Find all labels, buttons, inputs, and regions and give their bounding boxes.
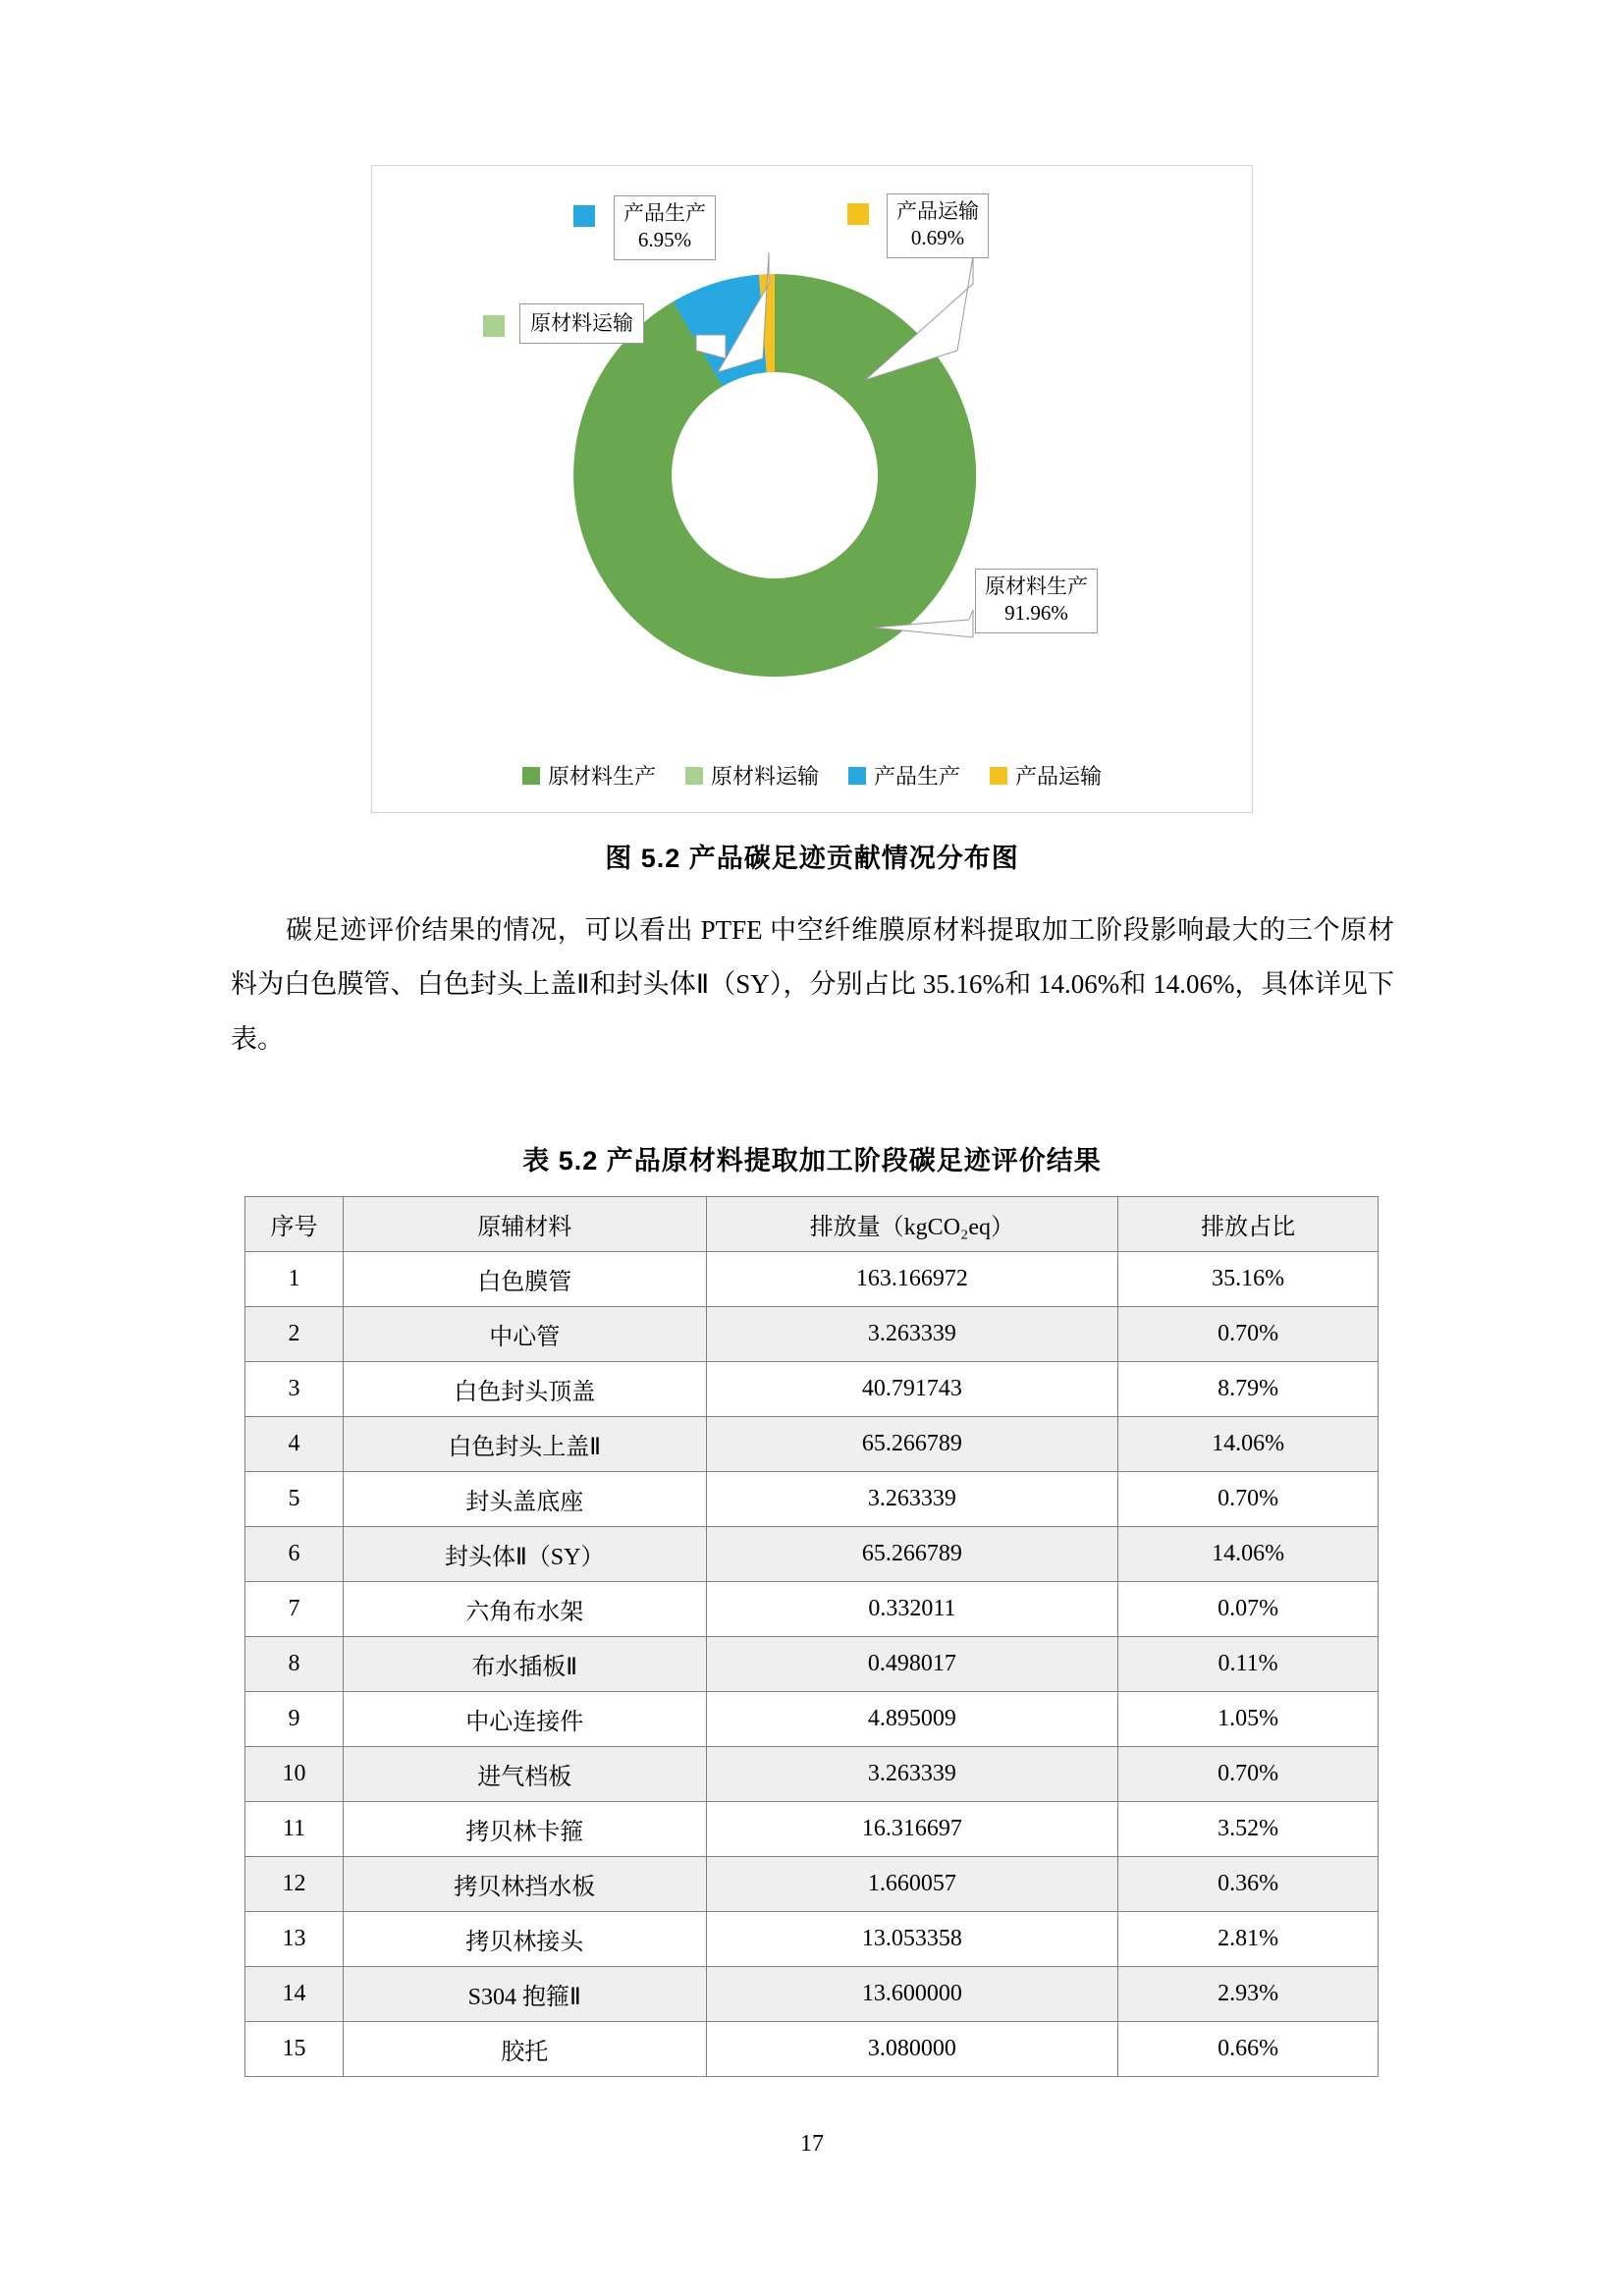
column-header-index: 序号 <box>245 1197 344 1252</box>
cell-share: 0.70% <box>1118 1747 1379 1802</box>
cell-index: 15 <box>245 2022 344 2077</box>
cell-share: 0.07% <box>1118 1582 1379 1637</box>
cell-emission: 13.600000 <box>706 1967 1118 2022</box>
cell-material: 封头盖底座 <box>343 1472 706 1527</box>
cell-index: 7 <box>245 1582 344 1637</box>
callout-marker-raw-transport <box>483 315 505 337</box>
cell-emission: 1.660057 <box>706 1857 1118 1912</box>
cell-index: 13 <box>245 1912 344 1967</box>
table-row <box>245 1857 1379 1912</box>
emission-results-table <box>244 1196 1379 2077</box>
legend-swatch-icon <box>522 767 540 785</box>
cell-material: 白色封头上盖Ⅱ <box>343 1417 706 1472</box>
cell-share: 1.05% <box>1118 1692 1379 1747</box>
cell-index: 2 <box>245 1307 344 1362</box>
cell-material: 封头体Ⅱ（SY） <box>343 1527 706 1582</box>
cell-emission: 16.316697 <box>706 1802 1118 1857</box>
cell-material: 拷贝林接头 <box>343 1912 706 1967</box>
cell-emission: 0.498017 <box>706 1637 1118 1692</box>
legend-label: 原材料运输 <box>710 764 819 789</box>
cell-share: 3.52% <box>1118 1802 1379 1857</box>
column-header-share: 排放占比 <box>1118 1197 1379 1252</box>
cell-share: 14.06% <box>1118 1527 1379 1582</box>
table-header-row <box>245 1197 1379 1252</box>
cell-index: 11 <box>245 1802 344 1857</box>
chart-legend <box>372 760 1252 791</box>
cell-index: 8 <box>245 1637 344 1692</box>
cell-material: 进气档板 <box>343 1747 706 1802</box>
column-header-material: 原辅材料 <box>343 1197 706 1252</box>
legend-item-raw-transport <box>685 760 819 791</box>
doughnut-chart <box>372 166 1252 812</box>
cell-emission: 4.895009 <box>706 1692 1118 1747</box>
cell-emission: 3.080000 <box>706 2022 1118 2077</box>
legend-label: 原材料生产 <box>547 764 656 789</box>
cell-index: 4 <box>245 1417 344 1472</box>
table-row <box>245 1472 1379 1527</box>
cell-emission: 40.791743 <box>706 1362 1118 1417</box>
cell-share: 0.70% <box>1118 1472 1379 1527</box>
table-row <box>245 1967 1379 2022</box>
cell-material: 布水插板Ⅱ <box>343 1637 706 1692</box>
callout-value: 0.69% <box>910 225 965 249</box>
cell-emission: 65.266789 <box>706 1527 1118 1582</box>
cell-index: 10 <box>245 1747 344 1802</box>
cell-share: 14.06% <box>1118 1417 1379 1472</box>
callout-raw-transport <box>519 303 644 344</box>
column-header-emission: 排放量（kgCO₂eq） <box>706 1197 1118 1252</box>
callout-raw-production <box>975 569 1098 633</box>
table-row <box>245 1802 1379 1857</box>
legend-label: 产品生产 <box>874 764 961 789</box>
cell-emission: 0.332011 <box>706 1582 1118 1637</box>
table-row <box>245 1252 1379 1307</box>
cell-share: 0.70% <box>1118 1307 1379 1362</box>
cell-share: 2.93% <box>1118 1967 1379 2022</box>
legend-label: 产品运输 <box>1015 764 1103 789</box>
figure-caption: 图 5.2 产品碳足迹贡献情况分布图 <box>605 844 1019 873</box>
cell-share: 0.11% <box>1118 1637 1379 1692</box>
callout-label: 产品运输 <box>896 199 979 223</box>
cell-emission: 3.263339 <box>706 1307 1118 1362</box>
cell-share: 8.79% <box>1118 1362 1379 1417</box>
legend-item-product-transport <box>990 760 1102 791</box>
cell-share: 2.81% <box>1118 1912 1379 1967</box>
legend-swatch-icon <box>848 767 866 785</box>
cell-emission: 65.266789 <box>706 1417 1118 1472</box>
cell-emission: 13.053358 <box>706 1912 1118 1967</box>
table-row <box>245 1362 1379 1417</box>
callout-label: 原材料生产 <box>985 574 1088 598</box>
cell-material: 拷贝林卡箍 <box>343 1802 706 1857</box>
callout-marker-product-production <box>573 205 595 227</box>
table-row <box>245 1527 1379 1582</box>
cell-material: 白色膜管 <box>343 1252 706 1307</box>
callout-value: 6.95% <box>637 227 692 251</box>
cell-index: 14 <box>245 1967 344 2022</box>
callout-label: 原材料运输 <box>530 311 633 335</box>
table-row <box>245 1417 1379 1472</box>
cell-material: 白色封头顶盖 <box>343 1362 706 1417</box>
legend-swatch-icon <box>990 767 1007 785</box>
doughnut-svg <box>480 191 1069 740</box>
cell-material: 拷贝林挡水板 <box>343 1857 706 1912</box>
cell-index: 3 <box>245 1362 344 1417</box>
cell-index: 12 <box>245 1857 344 1912</box>
cell-emission: 3.263339 <box>706 1472 1118 1527</box>
table-row <box>245 1307 1379 1362</box>
legend-item-product-production <box>848 760 960 791</box>
table-caption: 表 5.2 产品原材料提取加工阶段碳足迹评价结果 <box>522 1146 1102 1175</box>
table-body <box>245 1252 1379 2077</box>
table-row <box>245 2022 1379 2077</box>
callout-product-production <box>614 195 716 260</box>
page-number: 17 <box>800 2131 824 2157</box>
body-paragraph: 碳足迹评价结果的情况，可以看出 PTFE 中空纤维膜原材料提取加工阶段影响最大的三个原材料为白色膜管、白色封头上盖Ⅱ和封头体Ⅱ（SY），分别占比 35.16%和 14.06%和 14.06%，具体详见下表。 <box>231 915 1394 1054</box>
table-row <box>245 1692 1379 1747</box>
cell-index: 5 <box>245 1472 344 1527</box>
cell-emission: 3.263339 <box>706 1747 1118 1802</box>
table-row <box>245 1747 1379 1802</box>
cell-share: 35.16% <box>1118 1252 1379 1307</box>
table-row <box>245 1912 1379 1967</box>
callout-label: 产品生产 <box>623 201 706 225</box>
cell-material: 胶托 <box>343 2022 706 2077</box>
cell-material: S304 抱箍Ⅱ <box>343 1967 706 2022</box>
pie-chart-figure <box>371 165 1253 813</box>
cell-share: 0.36% <box>1118 1857 1379 1912</box>
callout-marker-product-transport <box>847 203 869 225</box>
callout-value: 91.96% <box>1004 600 1068 625</box>
table-row <box>245 1637 1379 1692</box>
cell-material: 中心管 <box>343 1307 706 1362</box>
callout-product-transport <box>887 193 989 258</box>
cell-material: 中心连接件 <box>343 1692 706 1747</box>
cell-material: 六角布水架 <box>343 1582 706 1637</box>
cell-index: 6 <box>245 1527 344 1582</box>
cell-emission: 163.166972 <box>706 1252 1118 1307</box>
cell-index: 1 <box>245 1252 344 1307</box>
cell-index: 9 <box>245 1692 344 1747</box>
legend-swatch-icon <box>685 767 703 785</box>
table-row <box>245 1582 1379 1637</box>
legend-item-raw-production <box>522 760 656 791</box>
cell-share: 0.66% <box>1118 2022 1379 2077</box>
